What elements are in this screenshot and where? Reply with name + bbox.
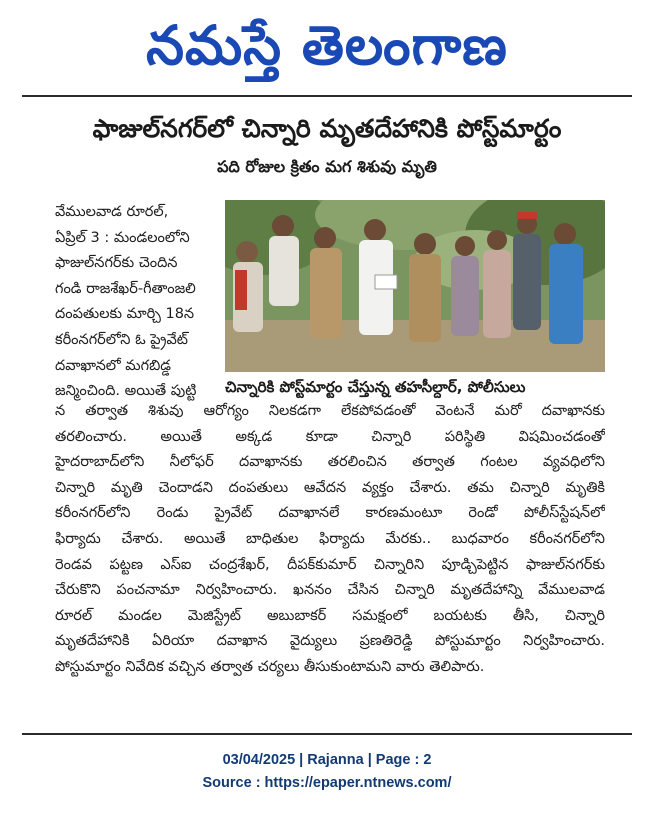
article-lead-column	[55, 200, 225, 405]
footer-divider	[22, 733, 632, 735]
body-line: తరలించారు. అయితే అక్కడ కూడా చిన్నారి పరిస్థితి విషమించడంతో	[55, 428, 605, 445]
lead-line: దంపతులకు మార్చి 18న	[55, 306, 195, 323]
body-line: కరీంనగర్‌లోని రెండు ప్రైవేట్ దవాఖానలే కారణమంటూ రెండో పోలీస్‌స్టేషన్‌లో	[55, 505, 605, 522]
article-subheadline: పది రోజుల క్రితం మగ శిశువు మృతి	[217, 157, 437, 176]
body-line: న తర్వాత శిశువు ఆరోగ్యం నిలకడగా లేకపోవడంతో వెంటనే మరో దవాఖానకు	[55, 403, 605, 419]
body-line: రూరల్ మండల మెజిస్ట్రేట్ అబుబాకర్ సమక్షంలో బయటకు తీసి, చిన్నారి	[55, 607, 605, 624]
lead-line: దవాఖానలో మగబిడ్డ	[55, 357, 172, 374]
body-line: పోస్టుమార్టం నివేదిక వచ్చిన తర్వాత చర్యలు తీసుకుంటామని వారు తెలిపారు.	[55, 658, 485, 675]
body-line: చేరుకొని పంచనామా నిర్వహించారు. ఖననం చేసిన చిన్నారి మృతదేహాన్ని వేములవాడ	[55, 582, 605, 599]
lead-line: ఫాజుల్‌నగర్‌కు చెందిన	[55, 255, 178, 272]
masthead-divider	[22, 95, 632, 97]
lead-line: ఏప్రిల్ 3 : మండలంలోని	[55, 229, 190, 246]
article-photo	[225, 200, 605, 372]
lead-line: గండి రాజశేఖర్-గీతాంజలి	[55, 280, 196, 297]
source-link[interactable]: Source : https://epaper.ntnews.com/	[202, 775, 452, 791]
newspaper-masthead: నమస్తే తెలంగాణ	[146, 14, 508, 77]
body-line: రెండవ పట్టణ ఎస్ఐ చంద్రశేఖర్, దీపక్‌కుమార్ చిన్నారిని పూడ్చిపెట్టిన ఫాజుల్‌నగర్‌కు	[55, 556, 605, 573]
body-line: మృతదేహానికి ఏరియా దవాఖాన వైద్యులు ప్రణతిరెడ్డి పోస్టుమార్టం నిర్వహించారు.	[55, 633, 605, 650]
photo-caption: చిన్నారికి పోస్ట్‌మార్టం చేస్తున్న తహసీల్దార్, పోలీసులు	[225, 378, 526, 396]
lead-line: వేములవాడ రూరల్,	[55, 204, 169, 220]
article-body	[55, 399, 605, 681]
lead-line: కరీంనగర్‌లోని ఓ ప్రైవేట్	[55, 331, 188, 348]
body-line: ఫిర్యాదు చేశారు. అయితే బాధితుల ఫిర్యాదు మేరకు.. బుధవారం కరీంనగర్‌లోని	[55, 530, 605, 547]
article-headline: ఫాజుల్‌నగర్‌లో చిన్నారి మృతదేహానికి పోస్ట్‌మార్టం	[92, 114, 562, 143]
lead-line: జన్మించింది. అయితే పుట్టి	[55, 383, 197, 400]
body-line: హైదరాబాద్‌లోని నీలోఫర్ దవాఖానకు తరలించిన తర్వాత గంటల వ్యవధిలోని	[55, 454, 605, 471]
body-line: చిన్నారి మృతి చెందాడని దంపతులు ఆవేదన వ్యక్తం చేశారు. తమ చిన్నారి మృతికి	[55, 479, 605, 496]
edition-meta: 03/04/2025 | Rajanna | Page : 2	[222, 752, 432, 768]
